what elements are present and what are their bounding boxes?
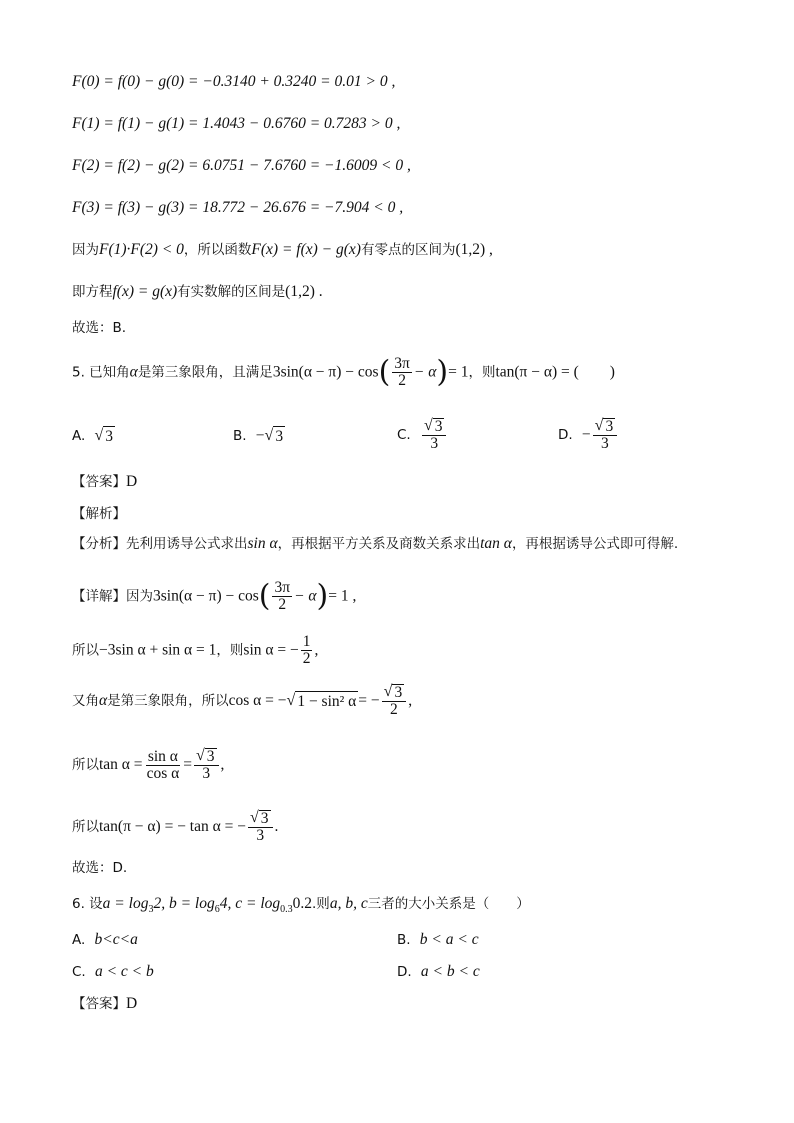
sqrt: √ 1 − sin² α [286, 692, 357, 710]
text: 有零点的区间为 [360, 242, 456, 258]
math: sin α [247, 535, 278, 552]
subscript: 0.3 [280, 904, 293, 915]
text: ，再根据诱导公式即可得解. [511, 536, 679, 552]
math: = 1 [448, 363, 469, 381]
paren: ) [316, 578, 329, 614]
option-c[interactable]: C. √ 3 3 [397, 418, 448, 452]
text: 所以 [72, 757, 99, 773]
text: 是第三象限角，且满足 [137, 364, 273, 381]
step-sin [72, 634, 318, 667]
q6-option-c[interactable]: C. a < c < b [72, 963, 154, 980]
math: − α [413, 363, 437, 381]
text: 先利用诱导公式求出 [126, 536, 248, 552]
math: = [183, 756, 192, 773]
math: α [129, 363, 138, 381]
math: α [99, 692, 108, 709]
text: ，则 [216, 642, 244, 659]
fraction: √ 3 3 [593, 418, 618, 452]
subscript: 6 [214, 904, 220, 915]
fenxi-tag: 【分析】 [72, 536, 126, 552]
text: 有实数解的区间是 [177, 284, 286, 300]
fraction: √ 3 3 [422, 418, 447, 452]
math: cos α = − [228, 692, 287, 709]
math: f(x) = g(x) [112, 283, 178, 300]
fraction: $\frac{\text{sin α}}{\text{cos α}}$ [146, 747, 180, 782]
question-5 [72, 356, 615, 389]
equation-interval-line [72, 282, 323, 302]
text: 6. 设 [72, 896, 103, 912]
text: 5. 已知角 [72, 364, 130, 381]
answer-value: D [126, 995, 138, 1012]
math: 3sin(α − π) − cos [153, 587, 259, 605]
math: F(x) = f(x) − g(x) [251, 241, 361, 258]
paren: ( [258, 578, 271, 614]
analysis-summary [72, 534, 678, 554]
math: = 1 , [328, 587, 357, 605]
fraction: $\frac{3\pi}{2}$ [394, 355, 410, 389]
text: ，再根据平方关系及商数关系求出 [277, 536, 481, 552]
math: , [314, 641, 319, 659]
math: a, b, c [329, 895, 368, 912]
math: tan α [480, 535, 512, 552]
sqrt: √ 3 [94, 427, 114, 445]
conclusion-line [72, 240, 493, 260]
step-cos [72, 684, 412, 718]
text: 是第三象限角，所以 [107, 693, 229, 709]
option-d[interactable]: D. − √ 3 3 [558, 418, 619, 452]
math: , [408, 692, 413, 709]
text: 三者的大小关系是（ ） [367, 896, 530, 912]
text: 又角 [72, 693, 99, 709]
text: 所以 [72, 819, 99, 835]
math: 4, c = log [219, 895, 281, 912]
equation-f0: F(0) = f(0) − g(0) = −0.3140 + 0.3240 = 0.01 > 0 , [72, 73, 396, 90]
answer-tag: 【答案】 [72, 996, 126, 1012]
math: −3sin α + sin α = 1 [99, 641, 217, 659]
fraction: $\frac{3\pi}{2}$ [274, 579, 291, 613]
choose-d: 故选：D. [72, 860, 128, 876]
fraction: √ 3 3 [248, 810, 273, 844]
step-tan-pi [72, 810, 278, 844]
answer-value: D [126, 473, 138, 490]
detail-line [72, 580, 356, 613]
math: 3sin(α − π) − cos [272, 363, 379, 381]
math: tan α = [99, 756, 143, 773]
option-a[interactable]: A. √ 3 [72, 427, 114, 445]
math: sin α = − [243, 641, 299, 659]
text: ，所以函数 [183, 242, 252, 258]
step-tan [72, 748, 224, 782]
question-6 [72, 894, 530, 920]
math: − α [294, 587, 317, 605]
math: , [220, 756, 225, 773]
equation-f3: F(3) = f(3) − g(3) = 18.772 − 26.676 = −7.904 < 0 , [72, 199, 404, 216]
math: tan(π − α) = − tan α = − [99, 818, 246, 835]
equation-f2: F(2) = f(2) − g(2) = 6.0751 − 7.6760 = −1.6009 < 0 , [72, 157, 411, 174]
text: ，则 [468, 364, 496, 381]
q6-option-a[interactable]: A. b<c<a [72, 931, 138, 948]
answer-q6 [72, 994, 137, 1014]
text: 因为 [126, 588, 153, 605]
subscript: 3 [148, 904, 154, 915]
math: (1,2) . [285, 283, 323, 300]
answer-q5 [72, 472, 137, 492]
fraction: √ 3 3 [194, 748, 219, 782]
equation-f1: F(1) = f(1) − g(1) = 1.4043 − 0.6760 = 0.7283 > 0 , [72, 115, 401, 132]
option-b[interactable]: B. − √ 3 [233, 427, 284, 445]
math: . [274, 818, 279, 835]
q6-option-d[interactable]: D. a < b < c [397, 963, 480, 980]
math: 2, b = log [153, 895, 215, 912]
math: a = log [102, 895, 149, 912]
math: 0.2 [292, 895, 313, 912]
paren: ) [436, 354, 449, 390]
math: (1,2) , [455, 241, 493, 258]
detail-tag: 【详解】 [72, 588, 126, 605]
fraction: $\frac{1}{2}$ [302, 633, 311, 667]
math: F(1)·F(2) < 0 [99, 241, 184, 258]
text: 所以 [72, 642, 99, 659]
paren: ( [378, 354, 391, 390]
analysis-tag: 【解析】 [72, 506, 126, 522]
choose-b: 故选：B. [72, 320, 127, 336]
text: 即方程 [72, 284, 113, 300]
math: tan(π − α) = ( ) [495, 363, 615, 381]
text: 因为 [72, 242, 99, 258]
text: .则 [312, 896, 330, 912]
answer-tag: 【答案】 [72, 474, 126, 490]
sqrt: √ 3 [264, 427, 284, 445]
math: = − [358, 692, 380, 709]
q6-option-b[interactable]: B. b < a < c [397, 931, 479, 948]
fraction: √ 3 2 [382, 684, 407, 718]
